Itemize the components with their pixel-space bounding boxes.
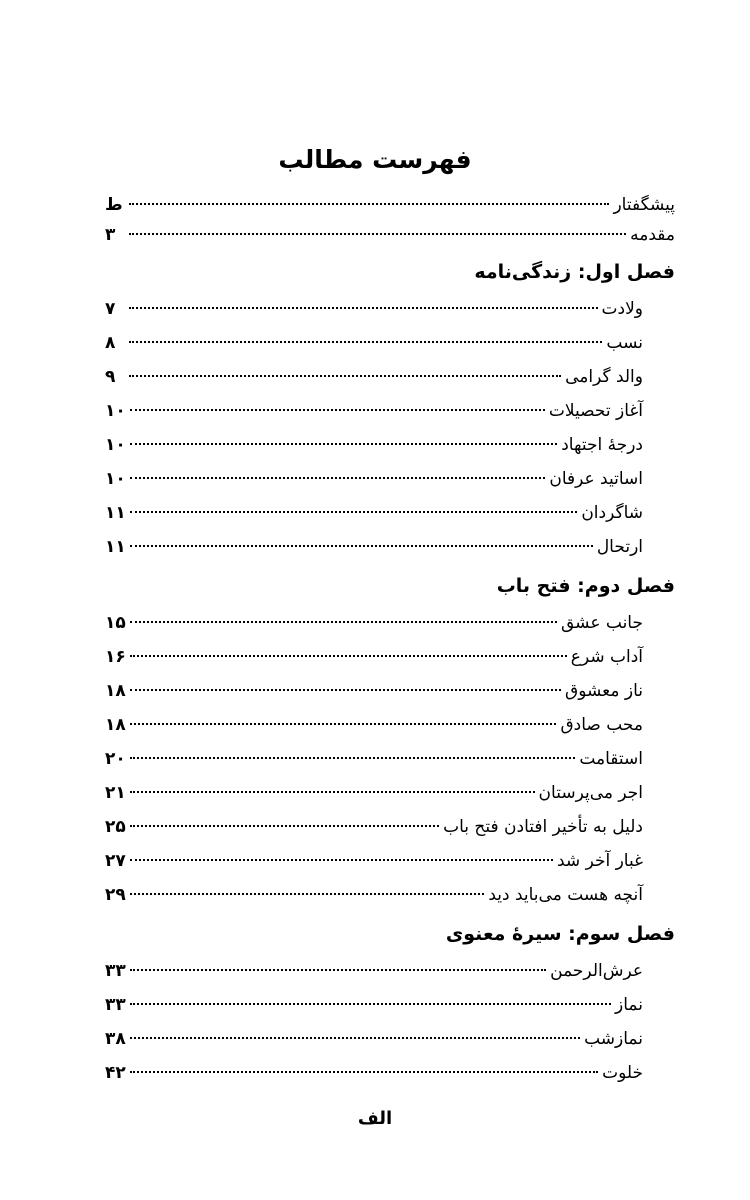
toc-entry-label: والد گرامی	[565, 367, 643, 387]
toc-entry-page: ۲۹	[105, 885, 126, 905]
dot-leader	[130, 1036, 580, 1039]
page-title: فهرست مطالب	[278, 145, 472, 174]
dot-leader	[130, 476, 546, 479]
chapter-heading[interactable]: فصل سوم: سیرهٔ معنوی	[445, 923, 675, 945]
toc-entry-page: ۷	[105, 299, 116, 319]
chapter-heading[interactable]: فصل دوم: فتح باب	[496, 575, 675, 597]
page-number-footer: الف	[357, 1108, 393, 1129]
toc-entry[interactable]	[105, 640, 643, 674]
toc-entry-label: شاگردان	[581, 503, 643, 523]
toc-entry-page: ۱۰	[105, 401, 126, 421]
toc-entry-label: دلیل به تأخیر افتادن فتح باب	[443, 817, 643, 837]
toc-entry-page: ۱۶	[105, 647, 126, 667]
toc-entry-page: ۲۷	[105, 851, 126, 871]
toc-entry-label: ناز معشوق	[565, 681, 643, 701]
toc-entry-label: اجر می‌پرستان	[538, 783, 643, 803]
toc-entry[interactable]	[105, 776, 643, 810]
toc-entry-page: ۹	[105, 367, 116, 387]
dot-leader	[130, 722, 557, 725]
toc-entry-page: ۴۲	[105, 1063, 126, 1083]
toc-entry-page: ط	[105, 195, 123, 215]
toc-entry[interactable]	[105, 1022, 643, 1056]
dot-leader	[130, 654, 567, 657]
toc-entry[interactable]	[105, 530, 643, 564]
toc-entry-label: آنچه هست می‌باید دید	[488, 885, 643, 905]
dot-leader	[130, 620, 557, 623]
toc-entry[interactable]	[105, 462, 643, 496]
toc-entry-label: ارتحال	[596, 537, 643, 557]
dot-leader	[129, 232, 626, 235]
toc-entry-label: ولادت	[601, 299, 643, 319]
toc-entry-label: پیشگفتار	[613, 195, 675, 215]
dot-leader	[129, 374, 561, 377]
toc-entry[interactable]	[105, 220, 675, 250]
chapter-3	[105, 914, 675, 1090]
toc-entry-page: ۳۸	[105, 1029, 126, 1049]
toc-entry-page: ۱۸	[105, 715, 126, 735]
toc-entry-page: ۱۰	[105, 469, 126, 489]
toc-entry-page: ۱۱	[105, 537, 126, 557]
dot-leader	[130, 688, 561, 691]
toc-entry[interactable]	[105, 292, 643, 326]
dot-leader	[130, 824, 439, 827]
dot-leader	[129, 202, 609, 205]
dot-leader	[130, 892, 485, 895]
toc-entry-label: غبار آخر شد	[557, 851, 643, 871]
toc-entry-label: استقامت	[579, 749, 643, 769]
toc-entry[interactable]	[105, 674, 643, 708]
toc-entry[interactable]	[105, 190, 675, 220]
toc-entry-page: ۱۸	[105, 681, 126, 701]
dot-leader	[130, 790, 535, 793]
toc-entry-label: آغاز تحصیلات	[548, 401, 643, 421]
toc-entry-page: ۳	[105, 225, 116, 245]
front-matter	[105, 190, 675, 250]
toc-entry[interactable]	[105, 742, 643, 776]
toc-entry-label: نماز	[615, 995, 643, 1015]
dot-leader	[129, 340, 602, 343]
toc-entry[interactable]	[105, 954, 643, 988]
toc-entry-label: محب صادق	[560, 715, 643, 735]
toc-entry-page: ۳۳	[105, 961, 126, 981]
chapter-1	[105, 252, 675, 564]
toc-entry[interactable]	[105, 428, 643, 462]
toc-entry-page: ۱۰	[105, 435, 126, 455]
toc-entry[interactable]	[105, 1056, 643, 1090]
toc-entry-page: ۳۳	[105, 995, 126, 1015]
toc-entry[interactable]	[105, 878, 643, 912]
toc-entry-page: ۲۵	[105, 817, 126, 837]
toc-entry-label: درجهٔ اجتهاد	[561, 435, 643, 455]
chapter-heading[interactable]: فصل اول: زندگی‌نامه	[474, 261, 675, 283]
dot-leader	[130, 510, 578, 513]
toc-entry[interactable]	[105, 844, 643, 878]
toc-entry-label: مقدمه	[630, 225, 675, 245]
dot-leader	[130, 442, 557, 445]
table-of-contents	[105, 190, 675, 1090]
dot-leader	[130, 968, 546, 971]
toc-entry-label: عرش‌الرحمن	[550, 961, 643, 981]
dot-leader	[130, 1070, 598, 1073]
dot-leader	[130, 408, 545, 411]
toc-entry-page: ۲۰	[105, 749, 126, 769]
toc-entry-label: نسب	[606, 333, 643, 353]
dot-leader	[130, 1002, 611, 1005]
toc-entry[interactable]	[105, 606, 643, 640]
toc-entry[interactable]	[105, 326, 643, 360]
dot-leader	[130, 756, 576, 759]
toc-entry[interactable]	[105, 496, 643, 530]
toc-entry[interactable]	[105, 988, 643, 1022]
dot-leader	[130, 544, 593, 547]
dot-leader	[130, 858, 553, 861]
toc-entry-label: آداب شرع	[570, 647, 643, 667]
toc-entry-page: ۲۱	[105, 783, 126, 803]
toc-entry-page: ۱۱	[105, 503, 126, 523]
toc-entry[interactable]	[105, 360, 643, 394]
toc-entry-label: نمازشب	[584, 1029, 643, 1049]
toc-entry-label: اساتید عرفان	[549, 469, 643, 489]
dot-leader	[129, 306, 598, 309]
chapter-2	[105, 566, 675, 912]
toc-entry-page: ۸	[105, 333, 116, 353]
toc-entry[interactable]	[105, 810, 643, 844]
toc-entry-label: جانب عشق	[560, 613, 643, 633]
toc-entry-page: ۱۵	[105, 613, 126, 633]
toc-entry-label: خلوت	[602, 1063, 643, 1083]
toc-entry[interactable]	[105, 708, 643, 742]
toc-entry[interactable]	[105, 394, 643, 428]
